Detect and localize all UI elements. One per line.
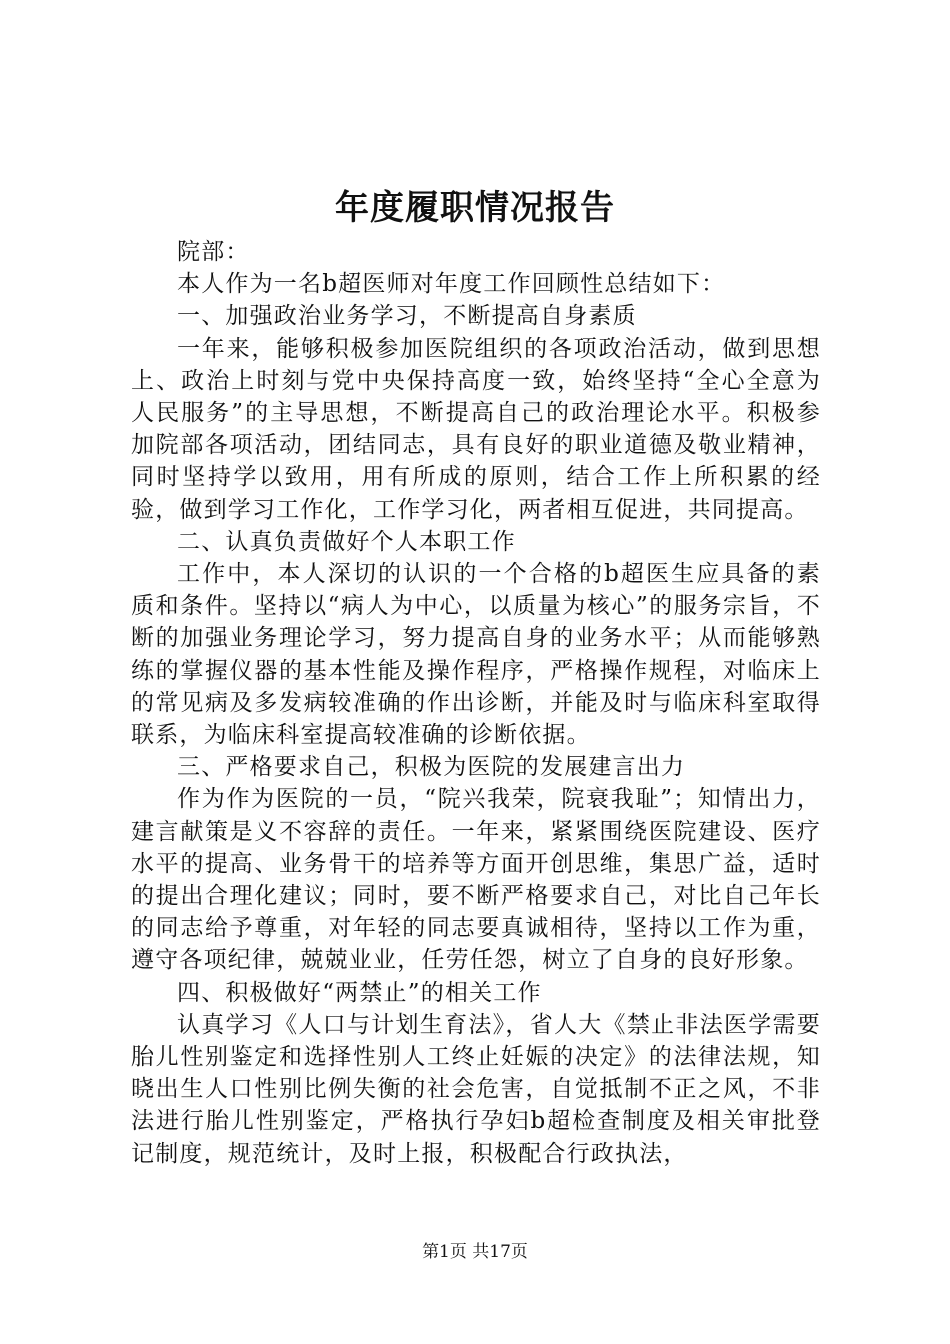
intro-paragraph: 本人作为一名b超医师对年度工作回顾性总结如下： bbox=[177, 271, 726, 298]
section-heading-4: 四、积极做好“两禁止”的相关工作 bbox=[177, 979, 542, 1006]
salutation: 院部： bbox=[177, 239, 250, 265]
section-body-3: 作为作为医院的一员，“院兴我荣，院衰我耻”；知情出力，建言献策是义不容辞的责任。一年来，紧紧围绕医院建设、医疗水平的提高、业务骨干的培养等方面开创思维，集思广益，适时的提出合理化建议；同时，要不断严格要求自己，对比自己年长的同志给予尊重，对年轻的同志要真诚相待，坚持以工作为重，遵守各项纪律，兢兢业业，任劳任怨，树立了自身的良好形象。 bbox=[131, 786, 821, 974]
document-body bbox=[131, 236, 821, 1170]
section-body-1: 一年来，能够积极参加医院组织的各项政治活动，做到思想上、政治上时刻与党中央保持高度一致，始终坚持“全心全意为人民服务”的主导思想，不断提高自己的政治理论水平。积极参加院部各项活动，团结同志，具有良好的职业道德及敬业精神，同时坚持学以致用，用有所成的原则，结合工作上所积累的经验，做到学习工作化，工作学习化，两者相互促进，共同提高。 bbox=[131, 335, 821, 523]
section-body-4: 认真学习《人口与计划生育法》，省人大《禁止非法医学需要胎儿性别鉴定和选择性别人工终止妊娠的决定》的法律法规，知晓出生人口性别比例失衡的社会危害，自觉抵制不正之风，不非法进行胎儿性别鉴定，严格执行孕妇b超检查制度及相关审批登记制度，规范统计，及时上报，积极配合行政执法， bbox=[131, 1011, 821, 1167]
section-body-2: 工作中，本人深切的认识的一个合格的b超医生应具备的素质和条件。坚持以“病人为中心，以质量为核心”的服务宗旨，不断的加强业务理论学习，努力提高自身的业务水平；从而能够熟练的掌握仪器的基本性能及操作程序，严格操作规程，对临床上的常见病及多发病较准确的作出诊断，并能及时与临床科室取得联系，为临床科室提高较准确的诊断依据。 bbox=[131, 561, 821, 749]
section-heading-2: 二、认真负责做好个人本职工作 bbox=[177, 528, 516, 555]
document-title: 年度履职情况报告 bbox=[335, 188, 615, 228]
section-heading-3: 三、严格要求自己，积极为医院的发展建言出力 bbox=[177, 754, 686, 781]
section-heading-1: 一、加强政治业务学习，不断提高自身素质 bbox=[177, 303, 637, 330]
page-number-footer: 第1页 共17页 bbox=[422, 1242, 528, 1262]
